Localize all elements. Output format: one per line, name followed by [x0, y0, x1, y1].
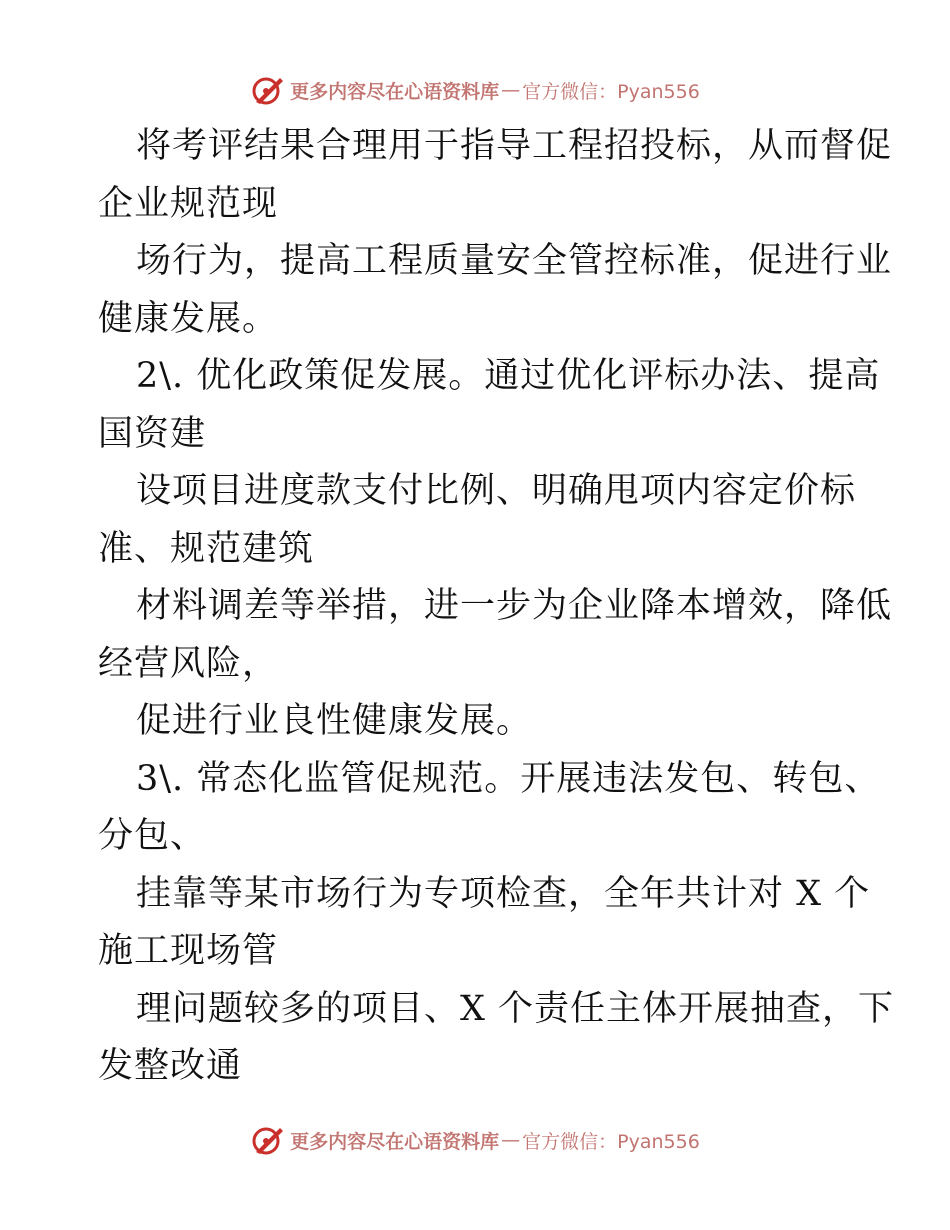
pen-logo-icon — [250, 1122, 286, 1158]
document-body — [98, 118, 895, 1096]
header-watermark — [0, 70, 950, 110]
watermark-sub-text: 官方微信：Pyan556 — [522, 1130, 700, 1153]
text-line-2: 企业规范现 — [98, 183, 279, 224]
text-line-3: 场行为，提高工程质量安全管控标准，促进行业 — [136, 241, 893, 281]
text-line-13: 分包、 — [98, 816, 207, 856]
text-line-1: 将考评结果合理用于指导工程招投标，从而督促 — [136, 126, 893, 166]
text-line-14: 挂靠等某市场行为专项检查，全年共计对 X 个 — [136, 873, 871, 914]
text-line-11: 促进行业良性健康发展。 — [136, 701, 533, 741]
pen-logo-icon — [250, 72, 286, 108]
text-line-5: 2\. 优化政策促发展。通过优化评标办法、提高 — [136, 356, 881, 396]
watermark-dash: — — [501, 79, 521, 101]
text-line-12: 3\. 常态化监管促规范。开展违法发包、转包、 — [136, 758, 881, 799]
text-line-10: 经营风险， — [98, 643, 279, 684]
text-line-9: 材料调差等举措，进一步为企业降本增效，降低 — [136, 586, 893, 626]
watermark-dash: — — [501, 1129, 521, 1151]
watermark-main-text: 更多内容尽在心语资料库 — [290, 1130, 500, 1153]
watermark-sub-text: 官方微信：Pyan556 — [522, 80, 700, 103]
watermark-main-text: 更多内容尽在心语资料库 — [290, 80, 500, 103]
text-line-8: 准、规范建筑 — [98, 528, 315, 569]
text-line-7: 设项目进度款支付比例、明确甩项内容定价标 — [136, 471, 857, 511]
text-line-4: 健康发展。 — [98, 298, 279, 339]
text-line-17: 发整改通 — [98, 1046, 243, 1086]
text-line-6: 国资建 — [98, 413, 207, 454]
text-line-16: 理问题较多的项目、X 个责任主体开展抽查，下 — [136, 988, 895, 1029]
text-line-15: 施工现场管 — [98, 931, 279, 971]
footer-watermark — [0, 1120, 950, 1160]
